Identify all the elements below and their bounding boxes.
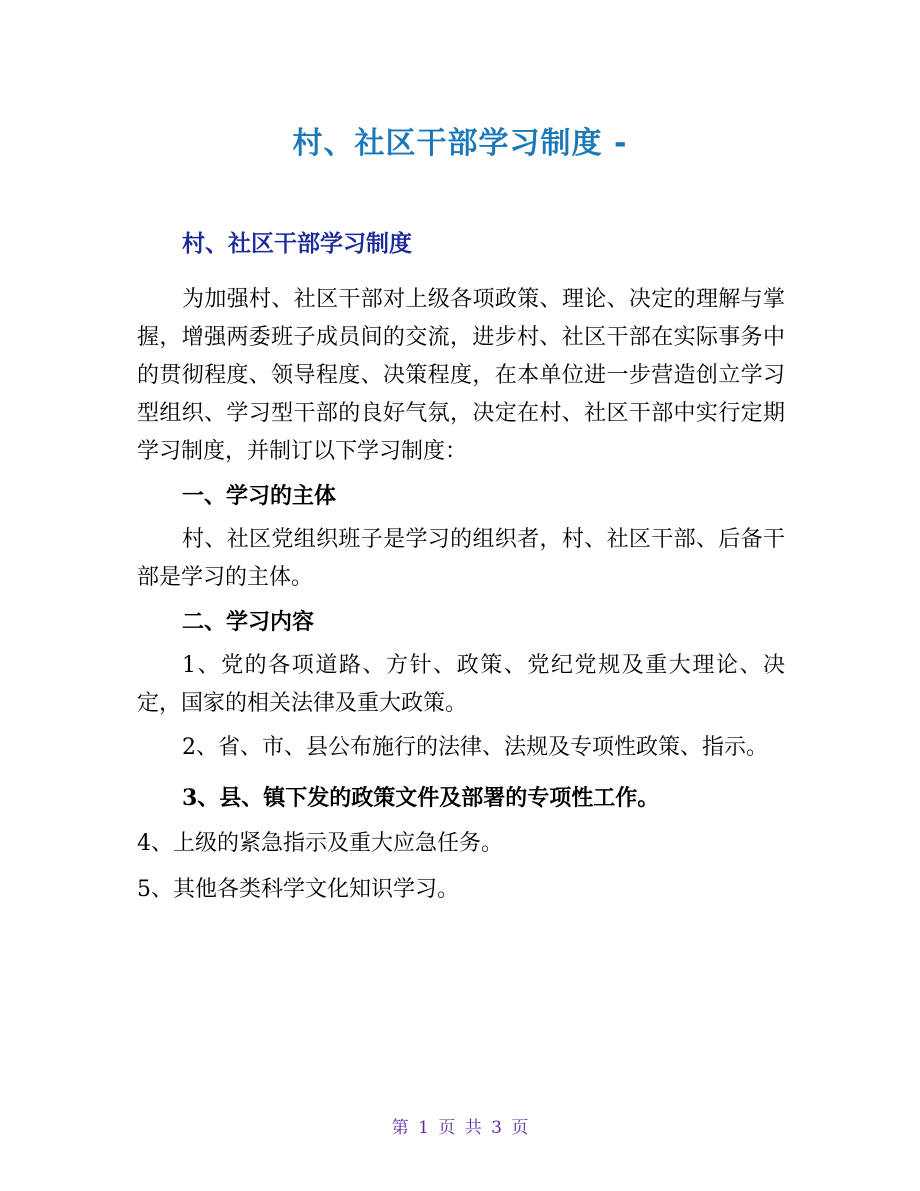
- list-item: 4、上级的紧急指示及重大应急任务。: [137, 831, 503, 856]
- section-heading: 一、学习的主体: [182, 483, 337, 509]
- document-title: 村、社区干部学习制度 -: [292, 126, 628, 161]
- section-heading: 二、学习内容: [182, 609, 315, 635]
- list-item: 2、省、市、县公布施行的法律、法规及专项性政策、指示。: [182, 735, 768, 760]
- list-item: 3、县、镇下发的政策文件及部署的专项性工作。: [182, 785, 660, 811]
- document-subtitle: 村、社区干部学习制度: [182, 231, 412, 257]
- page-number: 第 1 页 共 3 页: [391, 1118, 529, 1138]
- document-body: [137, 281, 785, 909]
- list-item: 1、党的各项道路、方针、政策、党纪党规及重大理论、决定，国家的相关法律及重大政策。: [137, 653, 785, 716]
- list-item: 5、其他各类科学文化知识学习。: [137, 877, 459, 902]
- section-paragraph: 村、社区党组织班子是学习的组织者，村、社区干部、后备干部是学习的主体。: [137, 527, 785, 590]
- intro-paragraph: 为加强村、社区干部对上级各项政策、理论、决定的理解与掌握，增强两委班子成员间的交流，进步村、社区干部在实际事务中的贯彻程度、领导程度、决策程度，在本单位进一步营造创立学习型组织、学习型干部的良好气氛，决定在村、社区干部中实行定期学习制度，并制订以下学习制度：: [137, 287, 785, 464]
